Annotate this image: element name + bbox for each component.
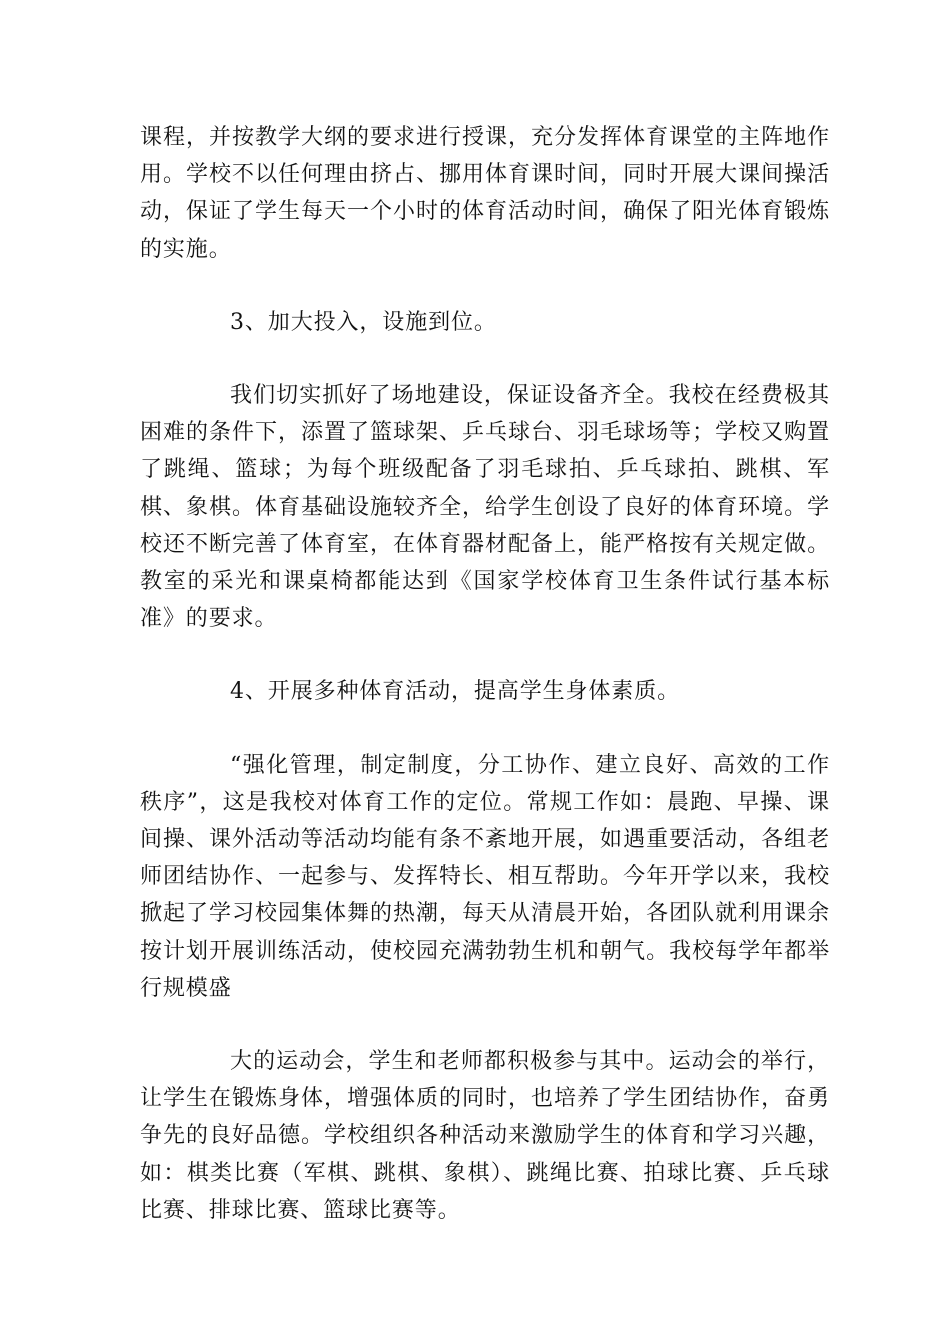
document-body [140, 119, 830, 1229]
heading-investment-facilities: 3、加大投入，设施到位。 [230, 309, 497, 335]
paragraph-sports-meet: 大的运动会，学生和老师都积极参与其中。运动会的举行，让学生在锻炼身体，增强体质的同时，也培养了学生团结协作，奋勇争先的良好品德。学校组织各种活动来激励学生的体育和学习兴趣，如：棋类比赛（军棋、跳棋、象棋）、跳绳比赛、拍球比赛、乒乓球比赛、排球比赛、篮球比赛等。 [140, 1049, 830, 1223]
paragraph-course-time: 课程，并按教学大纲的要求进行授课，充分发挥体育课堂的主阵地作用。学校不以任何理由挤占、挪用体育课时间，同时开展大课间操活动，保证了学生每天一个小时的体育活动时间，确保了阳光体育锻炼的实施。 [140, 125, 830, 262]
paragraph-facilities: 我们切实抓好了场地建设，保证设备齐全。我校在经费极其困难的条件下，添置了篮球架、乒乓球台、羽毛球场等；学校又购置了跳绳、篮球；为每个班级配备了羽毛球拍、乒乓球拍、跳棋、军棋、象棋。体育基础设施较齐全，给学生创设了良好的体育环境。学校还不断完善了体育室，在体育器材配备上，能严格按有关规定做。教室的采光和课桌椅都能达到《国家学校体育卫生条件试行基本标准》的要求。 [140, 383, 830, 632]
paragraph-management: “强化管理，制定制度，分工协作、建立良好、高效的工作秩序”，这是我校对体育工作的定位。常规工作如：晨跑、早操、课间操、课外活动等活动均能有条不紊地开展，如遇重要活动，各组老师团结协作、一起参与、发挥特长、相互帮助。今年开学以来，我校掀起了学习校园集体舞的热潮，每天从清晨开始，各团队就利用课余按计划开展训练活动，使校园充满勃勃生机和朝气。我校每学年都举行规模盛 [140, 752, 830, 1001]
heading-sports-activities: 4、开展多种体育活动，提高学生身体素质。 [230, 679, 680, 705]
